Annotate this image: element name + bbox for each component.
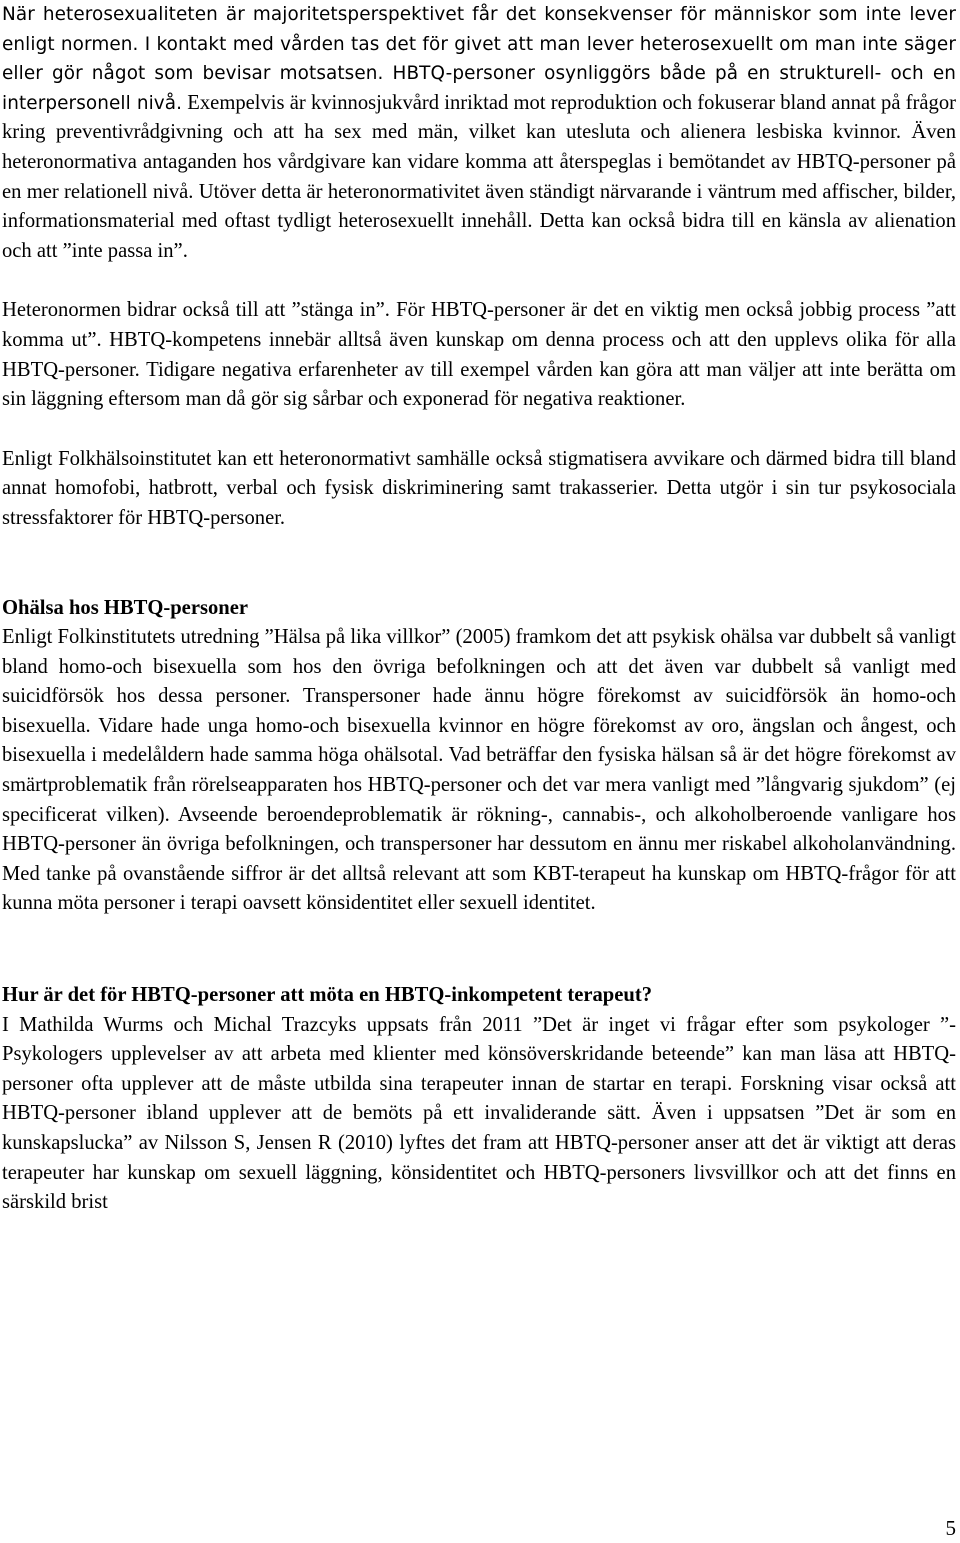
paragraph-ill-health: Enligt Folkinstitutets utredning ”Hälsa på lika villkor” (2005) framkom det att psykisk ohälsa var dubbelt så vanligt bland homo-och bisexuella som hos den övriga befolkningen och att det även var dubbelt så vanligt med suicidförsök hos dessa personer. Transpersoner hade ännu högre förekomst av suicidförsök än homo-och bisexuella. Vidare hade unga homo-och bisexuella kvinnor en högre förekomst av oro, ängslan och ångest, och bisexuella i medelåldern hade samma höga ohälsotal. Vad beträffar den fysiska hälsan så är det högre förekomst av smärtproblematik från rörelseapparaten hos HBTQ-personer och det var mera vanligt med ”långvarig sjukdom” (ej specificerat vilken). Avseende beroendeproblematik är rökning-, cannabis-, och alkoholberoende vanligare hos HBTQ-personer än övriga befolkningen, och transpersoner har dessutom en ännu mer riskabel alkoholanvändning. Med tanke på ovanstående siffror är det alltså relevant att som KBT-terapeut ha kunskap om HBTQ-frågor för att kunna möta personer i terapi oavsett könsidentitet eller sexuell identitet. — [2, 626, 956, 915]
paragraph-continuation-text: Exempelvis är kvinnosjukvård inriktad mot reproduktion och fokuserar bland annat på frågor kring preventivrådgivning och att ha sex med män, vilket kan utesluta och alienera lesbiska kvinnor. Även heteronormativa antaganden hos vårdgivare kan vidare komma att återspeglas i bemötandet av HBTQ-personer på en mer relationell nivå. Utöver detta är heteronormativitet även ständigt närvarande i väntrum med affischer, bilder, informationsmaterial med oftast tydligt heterosexuellt innehåll. Detta kan också bidra till en känsla av alienation och att ”inte passa in”. — [2, 91, 956, 262]
paragraph-lead-text: När heterosexualiteten är majoritetsperspektivet får det konsekvenser för människor som inte lever enligt normen. I kontakt med vården tas det för givet att man lever heterosexuellt om man inte säger eller gör något som bevisar motsatsen. HBTQ-personer osynliggörs både på en strukturell- och en interpersonell nivå. — [2, 4, 956, 114]
paragraph-heteronormativity-consequences — [2, 0, 956, 266]
paragraph-coming-out: Heteronormen bidrar också till att ”stänga in”. För HBTQ-personer är det en viktig men också jobbig process ”att komma ut”. HBTQ-kompetens innebär alltså även kunskap om denna process och att den upplevs olika för alla HBTQ-personer. Tidigare negativa erfarenheter av till exempel vården kan göra att man väljer att inte berätta om sin läggning eftersom man då gör sig sårbar och exponerad för negativa reaktioner. — [2, 299, 956, 411]
paragraph-spacer — [2, 266, 956, 296]
paragraph-folkhalsoinstitutet: Enligt Folkhälsoinstitutet kan ett heteronormativt samhälle också stigmatisera avvikare och därmed bidra till bland annat homofobi, hatbrott, verbal och fysisk diskriminering samt trakasserier. Detta utgör i sin tur psykosociala stressfaktorer för HBTQ-personer. — [2, 447, 956, 529]
paragraph-spacer — [2, 415, 956, 445]
page-number: 5 — [945, 1516, 956, 1540]
section-heading-ill-health: Ohälsa hos HBTQ-personer — [2, 596, 249, 619]
text-column — [2, 0, 956, 1218]
section-heading-incompetent-therapist: Hur är det för HBTQ-personer att möta en HBTQ-inkompetent terapeut? — [2, 984, 652, 1007]
paragraph-incompetent-therapist: I Mathilda Wurms och Michal Trazcyks uppsats från 2011 ”Det är inget vi frågar efter som psykologer ”-Psykologers upplevelser av att arbeta med klienter med könsöverskridande beteende” kan man läsa att HBTQ-personer ofta upplever att de måste utbilda sina terapeuter innan de startar en terapi. Forskning visar också att HBTQ-personer ibland upplever att de bemöts på ett invaliderande sätt. Även i uppsatsen ”Det är som en kunskapslucka” av Nilsson S, Jensen R (2010) lyftes det fram att HBTQ-personer anser att det är viktigt att deras terapeuter har kunskap om sexuell läggning, könsidentitet och HBTQ-personers livsvillkor och att det finns en särskild brist — [2, 1013, 956, 1214]
section-spacer — [2, 919, 956, 981]
section-spacer — [2, 534, 956, 594]
